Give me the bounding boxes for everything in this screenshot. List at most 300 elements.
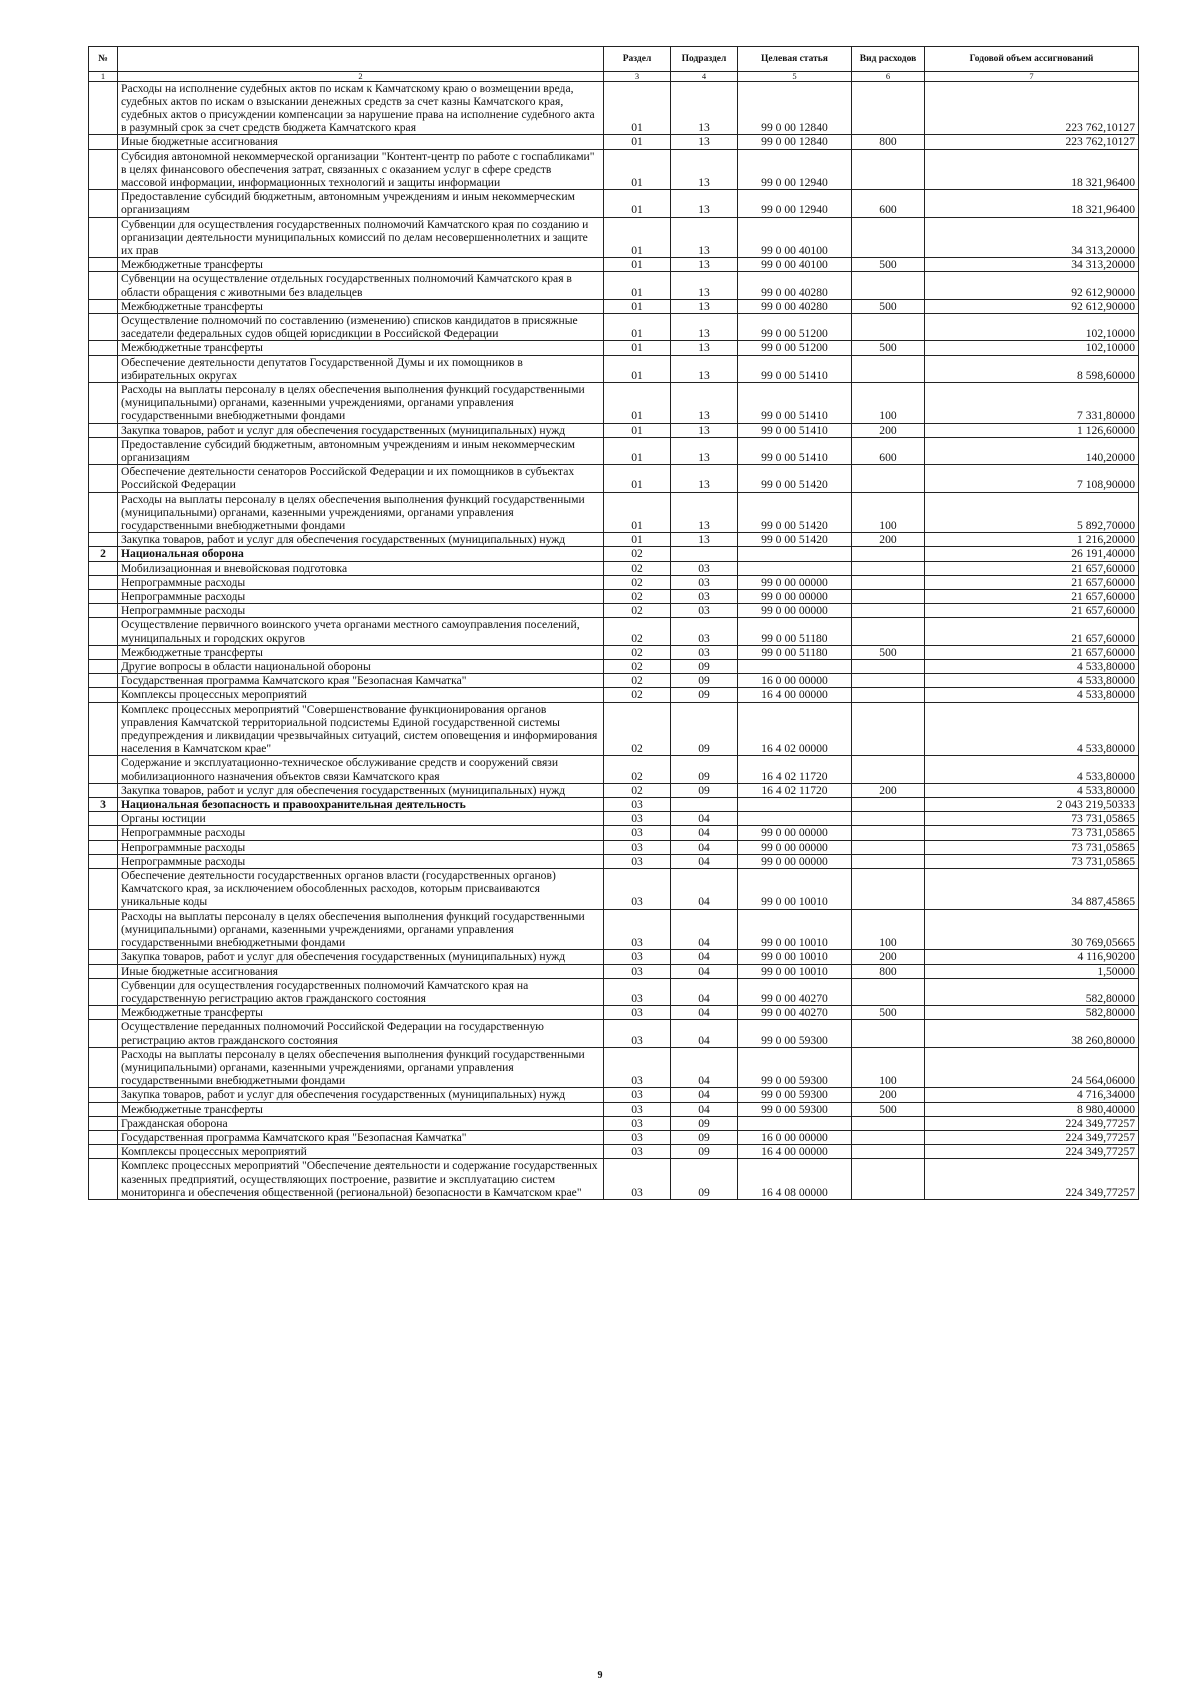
row-razdel: 02 [604,645,671,659]
row-podrazdel: 13 [671,465,738,492]
row-razdel: 02 [604,561,671,575]
row-podrazdel: 09 [671,783,738,797]
table-row [89,1088,1139,1102]
row-name: Межбюджетные трансферты [118,299,604,313]
row-name: Обеспечение деятельности сенаторов Российской Федерации и их помощников в субъектах Российской Федерации [118,465,604,492]
row-number [89,423,118,437]
row-target-article [738,660,852,674]
row-expense-type [852,1020,925,1047]
row-podrazdel: 04 [671,826,738,840]
row-number [89,909,118,950]
row-name: Иные бюджетные ассигнования [118,964,604,978]
row-razdel: 01 [604,217,671,258]
row-podrazdel: 04 [671,840,738,854]
row-name: Органы юстиции [118,812,604,826]
row-name: Непрограммные расходы [118,575,604,589]
row-expense-type [852,313,925,340]
table-row [89,756,1139,783]
row-expense-type [852,465,925,492]
row-name: Непрограммные расходы [118,826,604,840]
header-podrazdel: Подраздел [671,47,738,72]
row-podrazdel: 03 [671,645,738,659]
row-razdel: 02 [604,547,671,561]
table-row [89,783,1139,797]
row-annual-volume: 102,10000 [925,341,1139,355]
row-expense-type [852,355,925,382]
row-expense-type [852,674,925,688]
row-number [89,81,118,135]
row-name: Субсидия автономной некоммерческой организации "Контент-центр по работе с госпабликами" в целях финансового обеспечения затрат, связанных с оказанием услуг в сфере средств массовой информации, информационных технологий и защиты информации [118,149,604,190]
table-row [89,702,1139,756]
row-podrazdel: 09 [671,688,738,702]
row-name: Закупка товаров, работ и услуг для обеспечения государственных (муниципальных) нужд [118,423,604,437]
row-number [89,702,118,756]
row-podrazdel: 13 [671,382,738,423]
column-number: 1 [89,72,118,82]
row-podrazdel: 13 [671,355,738,382]
row-number [89,299,118,313]
row-podrazdel: 09 [671,1116,738,1130]
row-razdel: 03 [604,854,671,868]
row-target-article: 99 0 00 40100 [738,217,852,258]
row-podrazdel: 04 [671,1102,738,1116]
row-name: Расходы на исполнение судебных актов по искам к Камчатскому краю о возмещении вреда, судебных актов по искам о взыскании денежных средств за счет казны Камчатского края, судебных актов о присуждении компенсации за нарушение права на исполнение судебного акта в разумный срок за счет средств бюджета Камчатского края [118,81,604,135]
row-podrazdel: 04 [671,1020,738,1047]
row-name: Комплекс процессных мероприятий "Обеспечение деятельности и содержание государственных казенных предприятий, осуществляющих построение, развитие и эксплуатацию систем мониторинга и обеспечения общественной (региональной) безопасности в Камчатском крае" [118,1159,604,1200]
row-expense-type: 100 [852,1047,925,1088]
row-razdel: 03 [604,909,671,950]
row-expense-type: 200 [852,533,925,547]
row-expense-type: 600 [852,190,925,217]
row-target-article: 99 0 00 10010 [738,964,852,978]
row-name: Предоставление субсидий бюджетным, автономным учреждениям и иным некоммерческим организациям [118,437,604,464]
table-row [89,950,1139,964]
table-row [89,1047,1139,1088]
table-row [89,1116,1139,1130]
row-razdel: 01 [604,465,671,492]
row-number [89,382,118,423]
row-razdel: 01 [604,313,671,340]
row-target-article: 99 0 00 51420 [738,492,852,533]
row-number [89,217,118,258]
row-name: Мобилизационная и вневойсковая подготовка [118,561,604,575]
row-annual-volume: 5 892,70000 [925,492,1139,533]
row-razdel: 03 [604,1130,671,1144]
row-target-article: 99 0 00 51410 [738,382,852,423]
row-podrazdel: 13 [671,313,738,340]
row-name: Закупка товаров, работ и услуг для обеспечения государственных (муниципальных) нужд [118,783,604,797]
row-name: Национальная оборона [118,547,604,561]
table-row [89,492,1139,533]
row-annual-volume: 582,80000 [925,978,1139,1005]
row-target-article: 99 0 00 40270 [738,978,852,1005]
table-row [89,812,1139,826]
row-annual-volume: 223 762,10127 [925,81,1139,135]
row-target-article [738,812,852,826]
row-number [89,533,118,547]
row-podrazdel: 13 [671,135,738,149]
row-razdel: 03 [604,1145,671,1159]
header-name [118,47,604,72]
row-annual-volume: 7 331,80000 [925,382,1139,423]
row-razdel: 01 [604,533,671,547]
row-podrazdel: 04 [671,964,738,978]
row-annual-volume: 24 564,06000 [925,1047,1139,1088]
row-name: Обеспечение деятельности государственных органов власти (государственных органов) Камчатского края, за исключением обособленных расходов, которым присваиваются уникальные коды [118,869,604,910]
row-annual-volume: 18 321,96400 [925,149,1139,190]
row-annual-volume: 140,20000 [925,437,1139,464]
row-name: Национальная безопасность и правоохранительная деятельность [118,798,604,812]
row-number [89,1145,118,1159]
row-expense-type [852,854,925,868]
table-row [89,590,1139,604]
row-expense-type [852,660,925,674]
row-target-article: 99 0 00 12940 [738,149,852,190]
header-number: № [89,47,118,72]
row-razdel: 01 [604,355,671,382]
row-razdel: 01 [604,135,671,149]
row-name: Непрограммные расходы [118,590,604,604]
table-row [89,1159,1139,1200]
row-annual-volume: 1 216,20000 [925,533,1139,547]
table-row [89,561,1139,575]
row-podrazdel: 13 [671,258,738,272]
row-podrazdel: 04 [671,978,738,1005]
row-annual-volume: 582,80000 [925,1006,1139,1020]
row-number [89,355,118,382]
row-annual-volume: 73 731,05865 [925,854,1139,868]
row-target-article: 99 0 00 51200 [738,341,852,355]
row-razdel: 02 [604,783,671,797]
table-row [89,826,1139,840]
row-expense-type [852,702,925,756]
row-name: Другие вопросы в области национальной обороны [118,660,604,674]
row-annual-volume: 7 108,90000 [925,465,1139,492]
row-target-article: 99 0 00 12940 [738,190,852,217]
row-annual-volume: 73 731,05865 [925,840,1139,854]
row-number [89,854,118,868]
row-annual-volume: 4 533,80000 [925,674,1139,688]
row-target-article [738,798,852,812]
row-number [89,978,118,1005]
table-row [89,272,1139,299]
row-annual-volume: 21 657,60000 [925,575,1139,589]
row-number [89,1006,118,1020]
row-number [89,869,118,910]
row-podrazdel: 13 [671,272,738,299]
row-target-article [738,547,852,561]
row-number [89,964,118,978]
header-annual-volume: Годовой объем ассигнований [925,47,1139,72]
row-expense-type [852,561,925,575]
row-razdel: 01 [604,382,671,423]
row-number [89,604,118,618]
row-razdel: 01 [604,149,671,190]
row-annual-volume: 224 349,77257 [925,1116,1139,1130]
row-podrazdel: 03 [671,575,738,589]
row-podrazdel: 13 [671,81,738,135]
row-podrazdel [671,547,738,561]
row-podrazdel: 04 [671,854,738,868]
row-razdel: 02 [604,702,671,756]
row-number [89,1047,118,1088]
row-annual-volume: 1,50000 [925,964,1139,978]
row-podrazdel: 13 [671,492,738,533]
row-expense-type [852,575,925,589]
row-podrazdel [671,798,738,812]
row-number [89,341,118,355]
row-annual-volume: 224 349,77257 [925,1145,1139,1159]
row-target-article: 99 0 00 59300 [738,1020,852,1047]
row-annual-volume: 223 762,10127 [925,135,1139,149]
row-name: Непрограммные расходы [118,840,604,854]
row-expense-type [852,272,925,299]
row-target-article: 99 0 00 10010 [738,950,852,964]
row-number [89,190,118,217]
row-podrazdel: 09 [671,1145,738,1159]
row-target-article: 16 4 02 00000 [738,702,852,756]
row-razdel: 01 [604,81,671,135]
row-podrazdel: 09 [671,674,738,688]
row-number [89,1130,118,1144]
row-expense-type: 200 [852,423,925,437]
row-podrazdel: 13 [671,217,738,258]
row-name: Закупка товаров, работ и услуг для обеспечения государственных (муниципальных) нужд [118,950,604,964]
table-row [89,1020,1139,1047]
row-expense-type [852,840,925,854]
row-target-article: 99 0 00 00000 [738,604,852,618]
row-annual-volume: 34 313,20000 [925,258,1139,272]
row-expense-type [852,978,925,1005]
column-number: 2 [118,72,604,82]
row-target-article [738,1116,852,1130]
column-number: 5 [738,72,852,82]
row-razdel: 03 [604,978,671,1005]
table-row [89,688,1139,702]
table-row [89,258,1139,272]
row-razdel: 01 [604,492,671,533]
column-number: 6 [852,72,925,82]
table-row [89,964,1139,978]
table-row [89,854,1139,868]
row-number [89,1159,118,1200]
column-number: 4 [671,72,738,82]
row-podrazdel: 03 [671,618,738,645]
row-target-article: 99 0 00 51410 [738,355,852,382]
row-annual-volume: 21 657,60000 [925,618,1139,645]
row-target-article: 99 0 00 00000 [738,575,852,589]
row-podrazdel: 09 [671,1159,738,1200]
row-name: Закупка товаров, работ и услуг для обеспечения государственных (муниципальных) нужд [118,1088,604,1102]
header-razdel: Раздел [604,47,671,72]
row-razdel: 02 [604,618,671,645]
row-number [89,149,118,190]
row-expense-type [852,604,925,618]
row-name: Комплексы процессных мероприятий [118,1145,604,1159]
row-expense-type: 500 [852,258,925,272]
row-target-article: 99 0 00 00000 [738,854,852,868]
row-razdel: 01 [604,423,671,437]
row-target-article: 99 0 00 59300 [738,1047,852,1088]
row-annual-volume: 2 043 219,50333 [925,798,1139,812]
row-razdel: 03 [604,812,671,826]
row-name: Расходы на выплаты персоналу в целях обеспечения выполнения функций государственными (муниципальными) органами, казенными учреждениями, органами управления государственными внебюджетными фондами [118,909,604,950]
row-name: Расходы на выплаты персоналу в целях обеспечения выполнения функций государственными (муниципальными) органами, казенными учреждениями, органами управления государственными внебюджетными фондами [118,382,604,423]
row-name: Государственная программа Камчатского края "Безопасная Камчатка" [118,1130,604,1144]
table-row [89,840,1139,854]
row-number [89,688,118,702]
row-razdel: 02 [604,756,671,783]
row-razdel: 03 [604,1116,671,1130]
row-podrazdel: 04 [671,909,738,950]
row-name: Расходы на выплаты персоналу в целях обеспечения выполнения функций государственными (муниципальными) органами, казенными учреждениями, органами управления государственными внебюджетными фондами [118,1047,604,1088]
table-header-row [89,47,1139,72]
row-podrazdel: 03 [671,561,738,575]
row-target-article: 99 0 00 51420 [738,533,852,547]
table-row [89,313,1139,340]
table-row [89,1145,1139,1159]
row-target-article: 99 0 00 59300 [738,1088,852,1102]
row-name: Осуществление полномочий по составлению (изменению) списков кандидатов в присяжные заседатели федеральных судов общей юрисдикции в Российской Федерации [118,313,604,340]
table-row [89,869,1139,910]
row-podrazdel: 09 [671,1130,738,1144]
row-razdel: 03 [604,826,671,840]
row-expense-type [852,1130,925,1144]
row-name: Межбюджетные трансферты [118,1006,604,1020]
section-row [89,547,1139,561]
row-number [89,660,118,674]
table-row [89,299,1139,313]
row-annual-volume: 224 349,77257 [925,1159,1139,1200]
page-number: 9 [597,1670,603,1681]
row-podrazdel: 13 [671,341,738,355]
row-podrazdel: 09 [671,660,738,674]
row-annual-volume: 4 533,80000 [925,783,1139,797]
row-annual-volume: 34 887,45865 [925,869,1139,910]
row-podrazdel: 04 [671,1047,738,1088]
row-razdel: 01 [604,272,671,299]
row-podrazdel: 04 [671,812,738,826]
row-podrazdel: 03 [671,590,738,604]
row-expense-type [852,217,925,258]
table-body [89,81,1139,1199]
row-target-article: 99 0 00 59300 [738,1102,852,1116]
row-number [89,674,118,688]
row-annual-volume: 92 612,90000 [925,299,1139,313]
row-podrazdel: 09 [671,702,738,756]
row-target-article: 16 4 02 11720 [738,783,852,797]
row-number [89,272,118,299]
row-target-article: 99 0 00 51410 [738,423,852,437]
row-target-article: 99 0 00 40100 [738,258,852,272]
row-target-article: 99 0 00 00000 [738,840,852,854]
row-podrazdel: 13 [671,299,738,313]
row-expense-type: 500 [852,299,925,313]
row-number [89,783,118,797]
row-name: Непрограммные расходы [118,854,604,868]
row-name: Обеспечение деятельности депутатов Государственной Думы и их помощников в избирательных округах [118,355,604,382]
row-name: Субвенции на осуществление отдельных государственных полномочий Камчатского края в области обращения с животными без владельцев [118,272,604,299]
row-annual-volume: 73 731,05865 [925,826,1139,840]
row-name: Осуществление переданных полномочий Российской Федерации на государственную регистрацию актов гражданского состояния [118,1020,604,1047]
row-name: Расходы на выплаты персоналу в целях обеспечения выполнения функций государственными (муниципальными) органами, казенными учреждениями, органами управления государственными внебюджетными фондами [118,492,604,533]
row-name: Межбюджетные трансферты [118,645,604,659]
row-annual-volume: 21 657,60000 [925,645,1139,659]
row-podrazdel: 13 [671,190,738,217]
row-expense-type [852,1116,925,1130]
row-number: 2 [89,547,118,561]
row-expense-type: 200 [852,783,925,797]
row-podrazdel: 04 [671,1006,738,1020]
table-row [89,1130,1139,1144]
row-expense-type [852,1145,925,1159]
row-razdel: 03 [604,1047,671,1088]
header-target-article: Целевая статья [738,47,852,72]
row-name: Субвенции для осуществления государственных полномочий Камчатского края на государственную регистрацию актов гражданского состояния [118,978,604,1005]
row-expense-type [852,798,925,812]
row-razdel: 02 [604,590,671,604]
row-name: Государственная программа Камчатского края "Безопасная Камчатка" [118,674,604,688]
table-row [89,355,1139,382]
row-podrazdel: 13 [671,437,738,464]
header-expense-type: Вид расходов [852,47,925,72]
row-annual-volume: 73 731,05865 [925,812,1139,826]
row-razdel: 03 [604,1102,671,1116]
row-razdel: 03 [604,964,671,978]
row-number [89,645,118,659]
row-target-article: 99 0 00 00000 [738,590,852,604]
row-expense-type: 800 [852,135,925,149]
table-row [89,149,1139,190]
row-annual-volume: 1 126,60000 [925,423,1139,437]
row-target-article: 99 0 00 00000 [738,826,852,840]
row-target-article: 99 0 00 10010 [738,909,852,950]
row-name: Межбюджетные трансферты [118,1102,604,1116]
row-name: Межбюджетные трансферты [118,341,604,355]
row-expense-type: 500 [852,1006,925,1020]
row-target-article: 16 4 00 00000 [738,688,852,702]
row-number [89,840,118,854]
row-expense-type [852,869,925,910]
column-number: 7 [925,72,1139,82]
row-number: 3 [89,798,118,812]
table-row [89,645,1139,659]
table-row [89,978,1139,1005]
budget-table [88,46,1139,1200]
row-expense-type [852,590,925,604]
row-razdel: 01 [604,341,671,355]
row-expense-type [852,547,925,561]
column-number: 3 [604,72,671,82]
row-number [89,1020,118,1047]
row-expense-type: 500 [852,1102,925,1116]
row-annual-volume: 21 657,60000 [925,561,1139,575]
row-target-article: 16 4 00 00000 [738,1145,852,1159]
row-razdel: 03 [604,840,671,854]
table-row [89,465,1139,492]
row-expense-type: 200 [852,950,925,964]
row-target-article: 99 0 00 51420 [738,465,852,492]
row-name: Гражданская оборона [118,1116,604,1130]
row-expense-type: 200 [852,1088,925,1102]
row-name: Комплекс процессных мероприятий "Совершенствование функционирования органов управления Камчатской территориальной подсистемы Единой государственной системы предупреждения и ликвидации чрезвычайных ситуаций, систем оповещения и информирования населения в Камчатском крае" [118,702,604,756]
row-annual-volume: 4 533,80000 [925,702,1139,756]
row-annual-volume: 4 533,80000 [925,756,1139,783]
row-razdel: 02 [604,575,671,589]
row-annual-volume: 8 980,40000 [925,1102,1139,1116]
row-target-article: 99 0 00 51410 [738,437,852,464]
row-podrazdel: 04 [671,1088,738,1102]
